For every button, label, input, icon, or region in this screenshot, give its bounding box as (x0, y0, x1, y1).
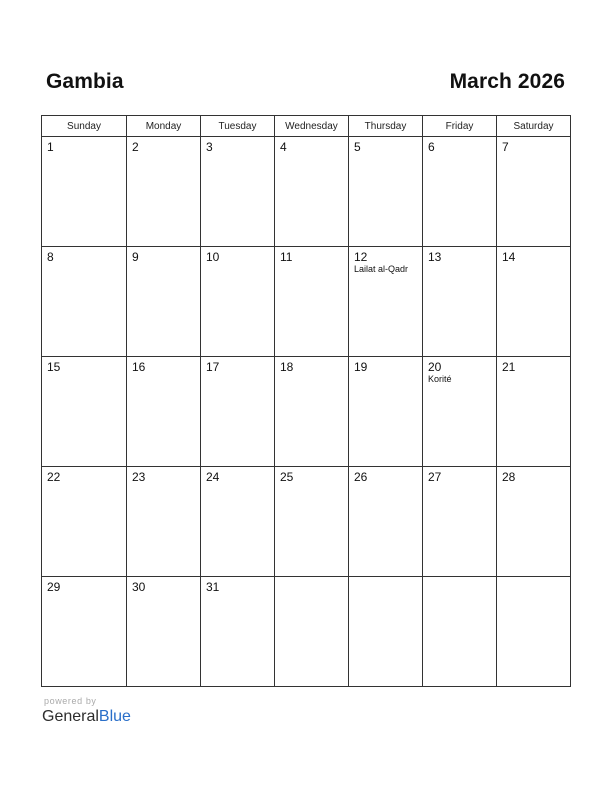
day-number: 13 (428, 250, 442, 264)
calendar-grid (41, 115, 571, 687)
day-cell (127, 357, 201, 467)
day-number: 30 (132, 580, 146, 594)
day-cell (127, 137, 201, 247)
day-number: 1 (47, 140, 54, 154)
country-title: Gambia (46, 70, 124, 93)
day-number: 2 (132, 140, 139, 154)
month-title: March 2026 (449, 70, 565, 93)
day-number: 6 (428, 140, 435, 154)
day-cell (201, 577, 275, 687)
day-number: 11 (280, 250, 293, 264)
day-cell (497, 467, 571, 577)
day-number: 4 (280, 140, 287, 154)
brand-blue-text: Blue (98, 708, 131, 725)
day-cell (349, 357, 423, 467)
day-number: 25 (280, 470, 294, 484)
day-number: 31 (206, 580, 220, 594)
day-cell (275, 137, 349, 247)
day-number: 29 (47, 580, 61, 594)
day-cell (497, 577, 571, 687)
day-cell (201, 467, 275, 577)
day-cell (42, 247, 127, 357)
weekday-header-row (42, 116, 571, 137)
day-number: 15 (47, 360, 61, 374)
holiday-label: Korité (428, 374, 452, 384)
day-cell (127, 467, 201, 577)
day-cell (42, 137, 127, 247)
weekday-header: Monday (127, 116, 201, 137)
day-number: 10 (206, 250, 220, 264)
day-cell (423, 247, 497, 357)
day-cell (349, 467, 423, 577)
day-cell (127, 247, 201, 357)
day-number: 3 (206, 140, 213, 154)
day-number: 7 (502, 140, 509, 154)
week-row (42, 247, 571, 357)
day-cell (201, 137, 275, 247)
day-number: 24 (206, 470, 220, 484)
weekday-header: Saturday (497, 116, 571, 137)
weekday-header: Friday (423, 116, 497, 137)
day-number: 20 (428, 360, 442, 374)
day-number: 9 (132, 250, 139, 264)
day-cell (201, 357, 275, 467)
week-row (42, 577, 571, 687)
day-cell (127, 577, 201, 687)
powered-by-text: powered by (44, 696, 97, 706)
day-number: 17 (206, 360, 220, 374)
day-cell (497, 137, 571, 247)
day-number: 5 (354, 140, 361, 154)
day-cell (42, 467, 127, 577)
day-number: 12 (354, 250, 368, 264)
day-cell (349, 137, 423, 247)
day-cell (349, 577, 423, 687)
day-number: 22 (47, 470, 61, 484)
brand-general-text: General (42, 708, 99, 725)
day-number: 23 (132, 470, 146, 484)
day-cell (497, 357, 571, 467)
day-cell (423, 577, 497, 687)
generalblue-logo[interactable] (42, 708, 131, 726)
day-cell (423, 357, 497, 467)
week-row (42, 357, 571, 467)
weekday-header: Wednesday (275, 116, 349, 137)
day-number: 27 (428, 470, 442, 484)
day-number: 26 (354, 470, 368, 484)
day-cell (275, 577, 349, 687)
day-number: 8 (47, 250, 54, 264)
day-number: 16 (132, 360, 146, 374)
day-number: 19 (354, 360, 368, 374)
week-row (42, 467, 571, 577)
day-cell (201, 247, 275, 357)
day-cell (423, 467, 497, 577)
day-number: 14 (502, 250, 516, 264)
day-cell (349, 247, 423, 357)
day-cell (275, 357, 349, 467)
weekday-header: Tuesday (201, 116, 275, 137)
day-cell (275, 467, 349, 577)
holiday-label: Lailat al-Qadr (354, 264, 409, 274)
day-number: 21 (502, 360, 516, 374)
day-cell (423, 137, 497, 247)
day-cell (42, 357, 127, 467)
day-cell (497, 247, 571, 357)
weekday-header: Thursday (349, 116, 423, 137)
day-number: 28 (502, 470, 516, 484)
day-number: 18 (280, 360, 294, 374)
day-cell (42, 577, 127, 687)
weekday-header: Sunday (42, 116, 127, 137)
day-cell (275, 247, 349, 357)
week-row (42, 137, 571, 247)
